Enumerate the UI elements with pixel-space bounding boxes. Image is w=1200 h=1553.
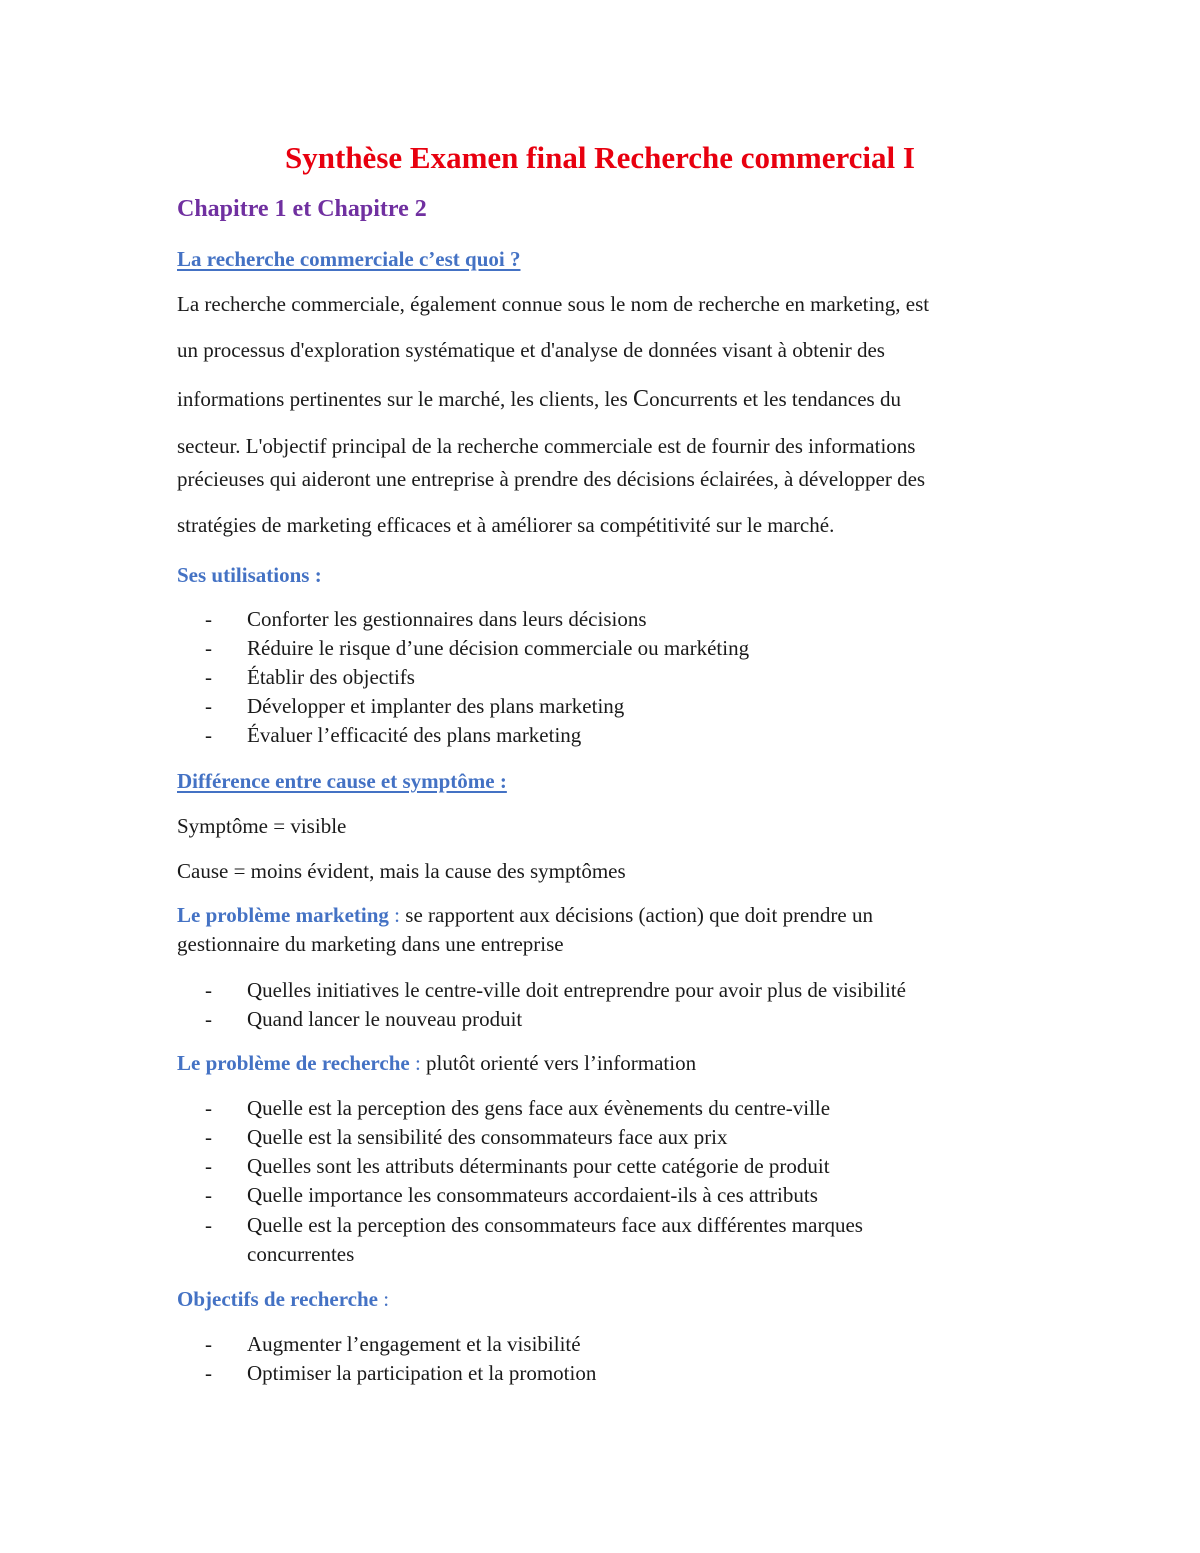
paragraph-line: La recherche commerciale, également connue sous le nom de recherche en marketing, est — [177, 292, 930, 316]
list-item: Réduire le risque d’une décision commerciale ou markéting — [247, 636, 750, 660]
chapter-heading: Chapitre 1 et Chapitre 2 — [177, 196, 427, 222]
paragraph-problem-research: Le problème de recherche : plutôt orienté vers l’information — [177, 1051, 697, 1075]
paragraph-line: stratégies de marketing efficaces et à améliorer sa compétitivité sur le marché. — [177, 513, 835, 537]
bullet-marker: - — [205, 694, 212, 718]
list-item: Quand lancer le nouveau produit — [247, 1007, 523, 1031]
list-item: Quelle est la perception des gens face aux évènements du centre-ville — [247, 1096, 831, 1120]
list-item: Conforter les gestionnaires dans leurs décisions — [247, 607, 647, 631]
paragraph-line: gestionnaire du marketing dans une entreprise — [177, 932, 564, 956]
bullet-marker: - — [205, 978, 212, 1002]
bullet-marker: - — [205, 1213, 212, 1237]
bullet-marker: - — [205, 607, 212, 631]
paragraph-line: Cause = moins évident, mais la cause des symptômes — [177, 859, 626, 883]
term-label: Objectifs de recherche — [177, 1287, 378, 1311]
list-item: Établir des objectifs — [247, 665, 415, 689]
bullet-marker: - — [205, 665, 212, 689]
bullet-marker: - — [205, 1125, 212, 1149]
bullet-marker: - — [205, 1183, 212, 1207]
bullet-marker: - — [205, 636, 212, 660]
list-item: Quelle importance les consommateurs accordaient-ils à ces attributs — [247, 1183, 818, 1207]
term-label: Le problème marketing — [177, 903, 389, 927]
paragraph-line: précieuses qui aideront une entreprise à prendre des décisions éclairées, à développer des — [177, 467, 926, 491]
paragraph-line: secteur. L'objectif principal de la recherche commerciale est de fournir des informations — [177, 434, 916, 458]
paragraph-objectives: Objectifs de recherche : — [177, 1287, 390, 1311]
list-item: Quelle est la sensibilité des consommateurs face aux prix — [247, 1125, 728, 1149]
bullet-marker: - — [205, 1332, 212, 1356]
list-item: Développer et implanter des plans marketing — [247, 694, 625, 718]
list-item: Quelle est la perception des consommateurs face aux différentes marques — [247, 1213, 863, 1237]
document-title: Synthèse Examen final Recherche commercial I — [285, 140, 915, 175]
list-item: Augmenter l’engagement et la visibilité — [247, 1332, 581, 1356]
section-heading-definition: La recherche commerciale c’est quoi ? — [177, 247, 521, 271]
list-item: Évaluer l’efficacité des plans marketing — [247, 723, 582, 747]
list-item: Quelles sont les attributs déterminants pour cette catégorie de produit — [247, 1154, 830, 1178]
paragraph-line: un processus d'exploration systématique et d'analyse de données visant à obtenir des — [177, 338, 885, 362]
bullet-marker: - — [205, 1007, 212, 1031]
section-heading-utilisations: Ses utilisations : — [177, 563, 322, 587]
paragraph-problem-marketing: Le problème marketing : se rapportent aux décisions (action) que doit prendre un — [177, 903, 873, 927]
list-item: Optimiser la participation et la promotion — [247, 1361, 597, 1385]
term-label: Le problème de recherche — [177, 1051, 410, 1075]
bullet-marker: - — [205, 1154, 212, 1178]
bullet-marker: - — [205, 723, 212, 747]
bullet-marker: - — [205, 1361, 212, 1385]
list-item-continuation: concurrentes — [247, 1242, 355, 1266]
list-item: Quelles initiatives le centre-ville doit entreprendre pour avoir plus de visibilité — [247, 978, 906, 1002]
bullet-marker: - — [205, 1096, 212, 1120]
section-heading-difference: Différence entre cause et symptôme : — [177, 769, 507, 793]
paragraph-line: Symptôme = visible — [177, 814, 347, 838]
paragraph-line: informations pertinentes sur le marché, les clients, les Concurrents et les tendances du — [177, 386, 901, 412]
